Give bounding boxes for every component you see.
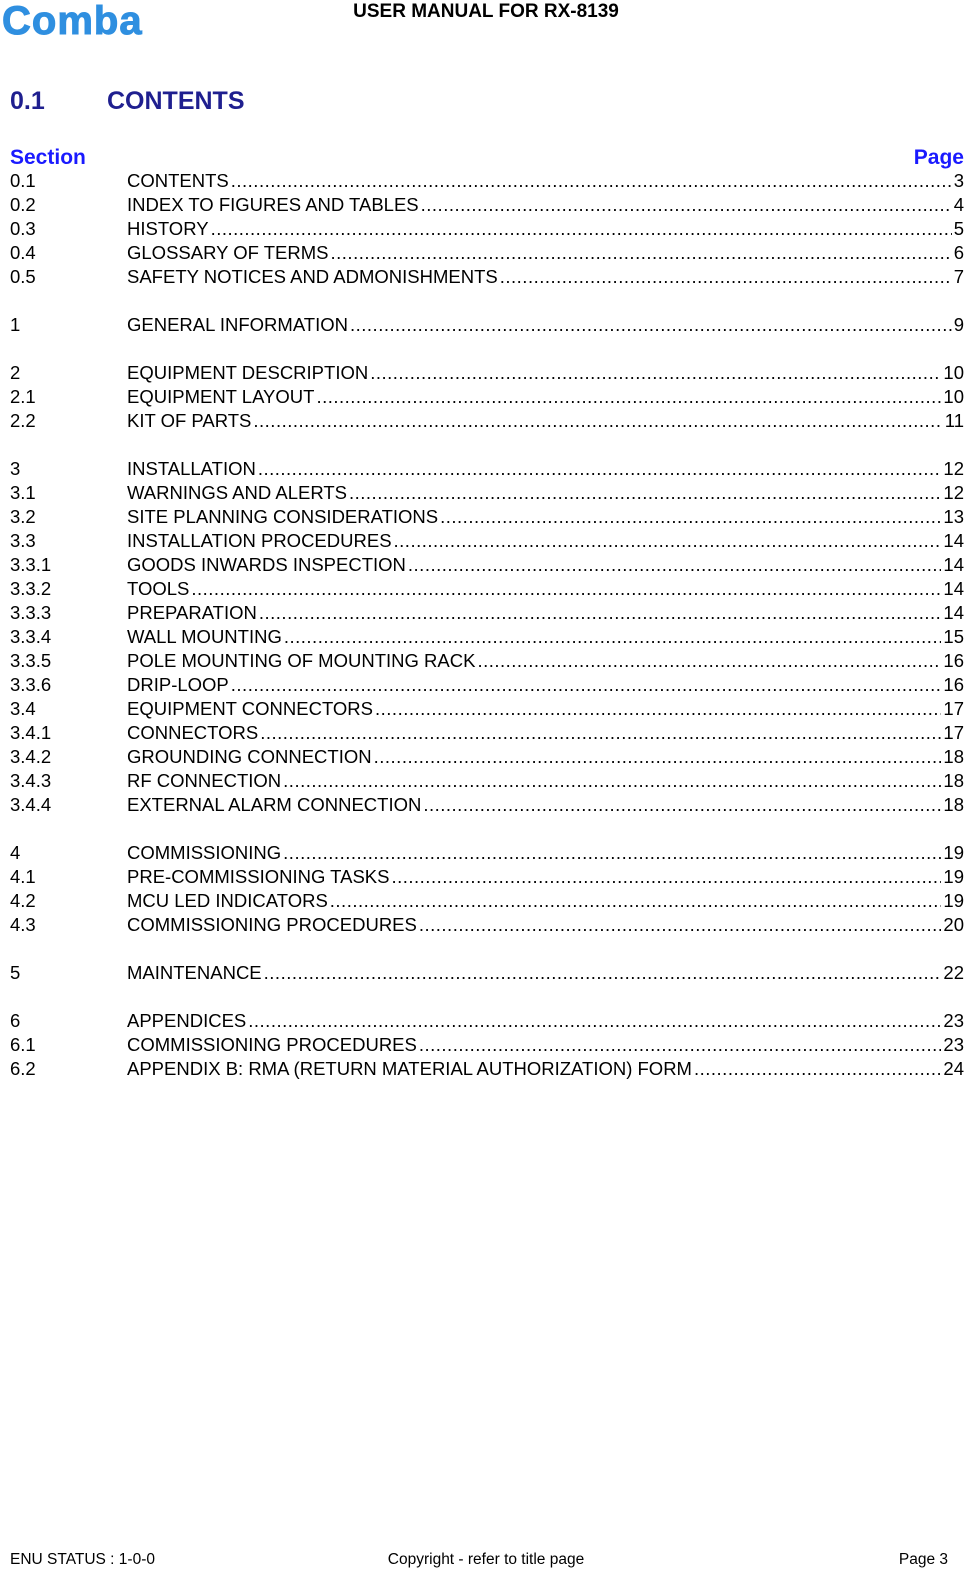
toc-entry-number: 4.2 [10, 890, 36, 911]
toc-entry-page: 10 [943, 386, 964, 407]
toc-entry-title[interactable]: COMMISSIONING [127, 842, 282, 863]
toc-entry[interactable] [10, 529, 964, 553]
toc-dot-leader [350, 313, 952, 337]
toc-entry-title[interactable]: HISTORY [127, 218, 209, 239]
toc-dot-leader [500, 265, 952, 289]
toc-entry[interactable] [10, 241, 964, 265]
toc-entry-title[interactable]: DRIP-LOOP [127, 674, 229, 695]
toc-entry-number: 2.1 [10, 386, 36, 407]
toc-gap [10, 337, 964, 361]
toc-entry-page: 22 [943, 962, 964, 983]
toc-entry[interactable] [10, 481, 964, 505]
toc-entry-page: 6 [953, 242, 964, 263]
toc-entry-number: 3.3 [10, 530, 36, 551]
toc-entry-number: 3 [10, 458, 21, 479]
toc-entry-title[interactable]: APPENDIX B: RMA (RETURN MATERIAL AUTHORIZATION) FORM [127, 1058, 692, 1079]
toc-entry-page: 18 [943, 794, 964, 815]
toc-entry-title[interactable]: POLE MOUNTING OF MOUNTING RACK [127, 650, 476, 671]
toc-entry-title[interactable]: GLOSSARY OF TERMS [127, 242, 329, 263]
toc-dot-leader [375, 697, 941, 721]
toc-entry-number: 2.2 [10, 410, 36, 431]
toc-entry[interactable] [10, 361, 964, 385]
toc-entry-page: 4 [953, 194, 964, 215]
toc-entry[interactable] [10, 625, 964, 649]
toc-gap [10, 817, 964, 841]
toc-entry[interactable] [10, 265, 964, 289]
toc-dot-leader [408, 553, 942, 577]
toc-entry[interactable] [10, 577, 964, 601]
toc-dot-leader [374, 745, 942, 769]
table-of-contents [10, 169, 964, 1081]
toc-entry[interactable] [10, 841, 964, 865]
toc-entry-page: 19 [943, 842, 964, 863]
toc-dot-leader [259, 601, 942, 625]
toc-entry-page: 3 [953, 170, 964, 191]
toc-gap [10, 985, 964, 1009]
toc-entry[interactable] [10, 553, 964, 577]
toc-entry-title[interactable]: MAINTENANCE [127, 962, 262, 983]
footer-copyright: Copyright - refer to title page [387, 1551, 585, 1568]
toc-entry-page: 20 [943, 914, 964, 935]
toc-entry-title[interactable]: SITE PLANNING CONSIDERATIONS [127, 506, 439, 527]
toc-entry[interactable] [10, 313, 964, 337]
toc-entry[interactable] [10, 457, 964, 481]
toc-entry-page: 14 [943, 530, 964, 551]
footer-status: ENU STATUS : 1-0-0 [10, 1551, 155, 1568]
toc-entry-page: 5 [953, 218, 964, 239]
toc-dot-leader [248, 1009, 941, 1033]
toc-entry-number: 0.1 [10, 170, 36, 191]
toc-entry-title[interactable]: KIT OF PARTS [127, 410, 252, 431]
toc-dot-leader [283, 769, 941, 793]
page-column-heading: Page [913, 146, 964, 169]
toc-entry-number: 3.3.2 [10, 578, 52, 599]
toc-entry-number: 3.4.2 [10, 746, 52, 767]
toc-entry[interactable] [10, 889, 964, 913]
toc-entry-page: 16 [943, 650, 964, 671]
toc-entry[interactable] [10, 793, 964, 817]
toc-entry-title[interactable]: RF CONNECTION [127, 770, 282, 791]
toc-dot-leader [440, 505, 941, 529]
toc-entry-number: 3.4 [10, 698, 36, 719]
toc-entry-title[interactable]: INDEX TO FIGURES AND TABLES [127, 194, 419, 215]
toc-entry-number: 0.4 [10, 242, 36, 263]
toc-dot-leader [423, 793, 941, 817]
section-number: 0.1 [10, 87, 45, 115]
toc-dot-leader [419, 913, 942, 937]
toc-entry-title[interactable]: GENERAL INFORMATION [127, 314, 348, 335]
toc-entry-number: 3.4.3 [10, 770, 52, 791]
toc-dot-leader [349, 481, 941, 505]
toc-entry-number: 0.2 [10, 194, 36, 215]
toc-entry-title[interactable]: INSTALLATION [127, 458, 256, 479]
toc-entry-number: 6.2 [10, 1058, 36, 1079]
toc-entry-number: 3.1 [10, 482, 36, 503]
toc-entry[interactable] [10, 1009, 964, 1033]
toc-entry-title[interactable]: TOOLS [127, 578, 190, 599]
toc-entry-title[interactable]: WARNINGS AND ALERTS [127, 482, 347, 503]
toc-entry-title[interactable]: COMMISSIONING PROCEDURES [127, 914, 417, 935]
toc-entry-number: 5 [10, 962, 21, 983]
toc-entry-page: 14 [943, 554, 964, 575]
toc-dot-leader [421, 193, 952, 217]
toc-dot-leader [253, 409, 942, 433]
document-header-title: USER MANUAL FOR RX-8139 [353, 1, 619, 22]
toc-entry-page: 23 [943, 1010, 964, 1031]
toc-dot-leader [330, 889, 942, 913]
toc-entry-page: 10 [943, 362, 964, 383]
toc-dot-leader [316, 385, 941, 409]
toc-entry-page: 9 [953, 314, 964, 335]
toc-entry-title[interactable]: CONNECTORS [127, 722, 259, 743]
toc-entry-page: 23 [943, 1034, 964, 1055]
toc-entry-page: 15 [943, 626, 964, 647]
toc-gap [10, 289, 964, 313]
toc-entry[interactable] [10, 865, 964, 889]
toc-dot-leader [191, 577, 941, 601]
toc-entry-page: 11 [944, 410, 964, 431]
toc-entry-number: 6.1 [10, 1034, 36, 1055]
toc-entry-number: 4.3 [10, 914, 36, 935]
toc-entry-number: 3.3.3 [10, 602, 52, 623]
toc-entry-title[interactable]: PRE-COMMISSIONING TASKS [127, 866, 390, 887]
toc-entry-page: 12 [943, 458, 964, 479]
toc-entry-number: 3.4.1 [10, 722, 52, 743]
toc-entry-title[interactable]: EQUIPMENT DESCRIPTION [127, 362, 369, 383]
toc-entry[interactable] [10, 913, 964, 937]
toc-entry-number: 2 [10, 362, 21, 383]
toc-gap [10, 433, 964, 457]
toc-entry-title[interactable]: WALL MOUNTING [127, 626, 282, 647]
toc-dot-leader [694, 1057, 941, 1081]
toc-entry-title[interactable]: SAFETY NOTICES AND ADMONISHMENTS [127, 266, 498, 287]
toc-entry[interactable] [10, 169, 964, 193]
toc-entry[interactable] [10, 217, 964, 241]
toc-entry[interactable] [10, 409, 964, 433]
toc-entry-number: 3.3.6 [10, 674, 52, 695]
toc-entry-page: 16 [943, 674, 964, 695]
toc-entry-number: 3.3.1 [10, 554, 52, 575]
toc-entry-page: 19 [943, 866, 964, 887]
toc-entry[interactable] [10, 193, 964, 217]
toc-gap [10, 937, 964, 961]
toc-entry-page: 13 [943, 506, 964, 527]
toc-entry-title[interactable]: PREPARATION [127, 602, 257, 623]
toc-entry-number: 3.2 [10, 506, 36, 527]
toc-dot-leader [477, 649, 941, 673]
toc-entry-number: 0.5 [10, 266, 36, 287]
toc-dot-leader [394, 529, 942, 553]
toc-entry[interactable] [10, 721, 964, 745]
toc-dot-leader [264, 961, 942, 985]
toc-entry-title[interactable]: GOODS INWARDS INSPECTION [127, 554, 406, 575]
toc-entry[interactable] [10, 1033, 964, 1057]
toc-dot-leader [283, 841, 941, 865]
footer-page-number: Page 3 [898, 1551, 948, 1568]
toc-entry[interactable] [10, 745, 964, 769]
toc-entry-number: 6 [10, 1010, 21, 1031]
toc-entry-title[interactable]: EXTERNAL ALARM CONNECTION [127, 794, 422, 815]
toc-entry[interactable] [10, 649, 964, 673]
toc-entry-number: 3.4.4 [10, 794, 52, 815]
section-column-heading: Section [10, 146, 86, 169]
toc-dot-leader [391, 865, 941, 889]
toc-entry[interactable] [10, 673, 964, 697]
toc-entry-page: 19 [943, 890, 964, 911]
toc-entry-page: 14 [943, 602, 964, 623]
toc-entry-title[interactable]: APPENDICES [127, 1010, 247, 1031]
toc-dot-leader [231, 673, 942, 697]
toc-entry-page: 18 [943, 746, 964, 767]
toc-dot-leader [258, 457, 942, 481]
logo-wordmark: Comba [2, 2, 143, 40]
toc-entry-number: 3.3.4 [10, 626, 52, 647]
toc-entry-title[interactable]: EQUIPMENT CONNECTORS [127, 698, 374, 719]
toc-entry-page: 18 [943, 770, 964, 791]
toc-dot-leader [260, 721, 941, 745]
toc-entry-title[interactable]: CONTENTS [127, 170, 229, 191]
section-title: CONTENTS [107, 87, 245, 115]
toc-entry[interactable] [10, 385, 964, 409]
toc-dot-leader [370, 361, 941, 385]
toc-entry-title[interactable]: MCU LED INDICATORS [127, 890, 328, 911]
toc-dot-leader [419, 1033, 942, 1057]
toc-dot-leader [211, 217, 952, 241]
toc-entry-page: 17 [943, 722, 964, 743]
toc-entry-number: 1 [10, 314, 21, 335]
toc-dot-leader [331, 241, 952, 265]
toc-entry-title[interactable]: COMMISSIONING PROCEDURES [127, 1034, 417, 1055]
toc-entry[interactable] [10, 961, 964, 985]
toc-entry-title[interactable]: GROUNDING CONNECTION [127, 746, 372, 767]
toc-entry[interactable] [10, 1057, 964, 1081]
toc-entry-number: 4.1 [10, 866, 36, 887]
toc-entry-number: 0.3 [10, 218, 36, 239]
toc-entry-title[interactable]: INSTALLATION PROCEDURES [127, 530, 392, 551]
toc-entry-number: 3.3.5 [10, 650, 52, 671]
toc-entry-page: 17 [943, 698, 964, 719]
section-heading [10, 87, 245, 116]
toc-entry-number: 4 [10, 842, 21, 863]
toc-entry[interactable] [10, 697, 964, 721]
toc-entry-page: 7 [953, 266, 964, 287]
toc-entry-page: 14 [943, 578, 964, 599]
toc-entry-page: 12 [943, 482, 964, 503]
toc-entry-title[interactable]: EQUIPMENT LAYOUT [127, 386, 315, 407]
toc-entry-page: 24 [943, 1058, 964, 1079]
toc-entry[interactable] [10, 769, 964, 793]
toc-entry[interactable] [10, 505, 964, 529]
toc-entry[interactable] [10, 601, 964, 625]
toc-dot-leader [284, 625, 942, 649]
toc-dot-leader [231, 169, 952, 193]
